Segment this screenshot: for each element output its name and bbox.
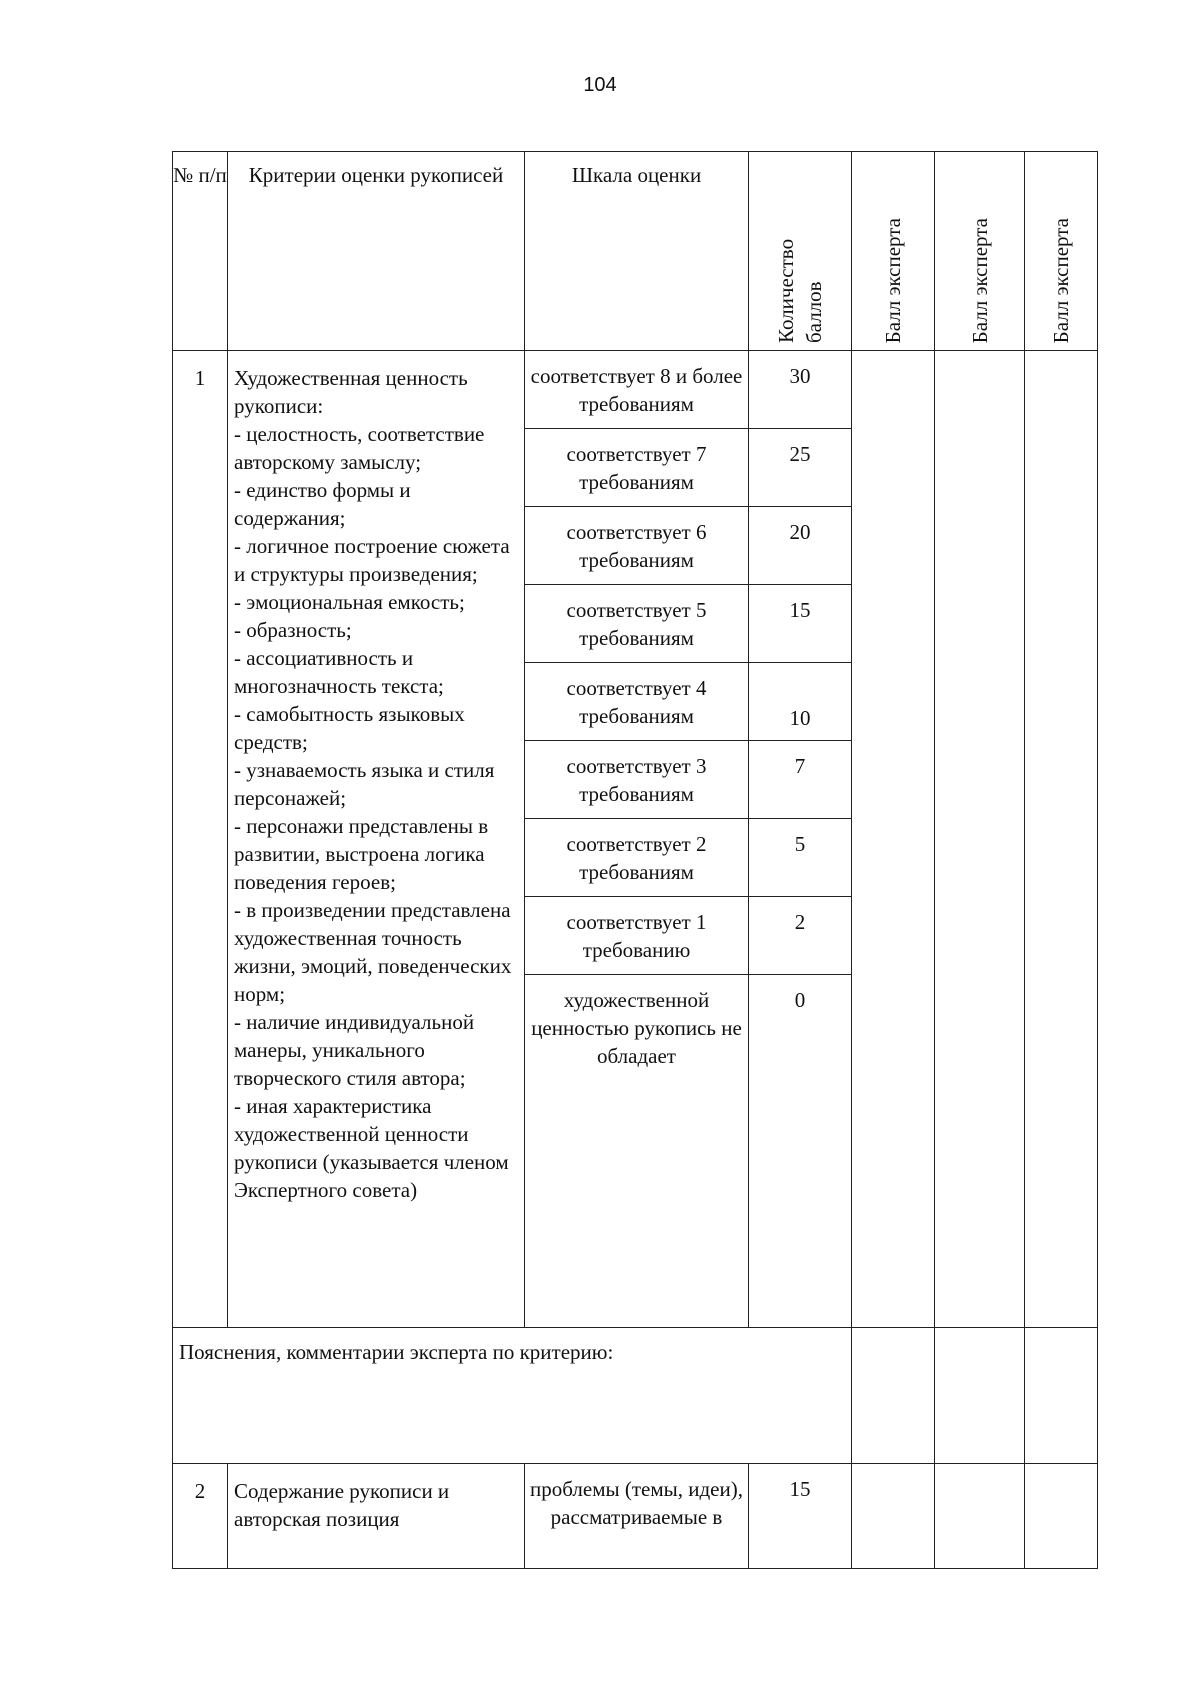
criterion-1-item: - ассоциативность и многозначность текста; [234, 646, 444, 698]
scale-points: 25 [749, 429, 852, 507]
comment-row [173, 1328, 1098, 1464]
expert-1-score-cell[interactable] [852, 351, 935, 1328]
criterion-1-description [228, 351, 525, 1328]
criterion-2-title: Содержание рукописи и авторская позиция [228, 1464, 525, 1569]
header-row [173, 152, 1098, 351]
page-number: 104 [583, 74, 617, 96]
criterion-1-item: - целостность, соответствие авторскому замыслу; [234, 422, 485, 474]
header-expert-3-label: Балл эксперта [1049, 217, 1073, 343]
criterion-1-item: - логичное построение сюжета и структуры произведения; [234, 534, 510, 586]
criterion-1-title: Художественная ценность рукописи: [234, 366, 468, 418]
comment-expert-3-cell[interactable] [1025, 1328, 1098, 1464]
expert-2-score-cell[interactable] [935, 351, 1025, 1328]
header-criteria: Критерии оценки рукописей [228, 152, 525, 351]
criterion-1-item: - наличие индивидуальной манеры, уникального творческого стиля автора; [234, 1010, 475, 1090]
scale-level: соответствует 4 требованиям [525, 663, 749, 741]
expert-comment-label[interactable]: Пояснения, комментарии эксперта по критерию: [173, 1328, 852, 1464]
scale-points: 2 [749, 897, 852, 975]
header-expert-3 [1025, 152, 1098, 351]
scale-points: 10 [749, 663, 852, 741]
scale-level: соответствует 8 и более требованиям [525, 351, 749, 429]
scale-points: 5 [749, 819, 852, 897]
criterion-1-item: - эмоциональная емкость; [234, 590, 465, 614]
scale-level: соответствует 6 требованиям [525, 507, 749, 585]
criterion-1-row-1 [173, 351, 1098, 429]
evaluation-table [172, 151, 1098, 1569]
comment-expert-1-cell[interactable] [852, 1328, 935, 1464]
scale-level: соответствует 2 требованиям [525, 819, 749, 897]
criterion-1-item: - единство формы и содержания; [234, 478, 411, 530]
criterion-2-row [173, 1464, 1098, 1569]
scale-points: 15 [749, 585, 852, 663]
scale-level: соответствует 5 требованиям [525, 585, 749, 663]
scale-level: соответствует 3 требованиям [525, 741, 749, 819]
header-expert-1-label: Балл эксперта [881, 217, 905, 343]
comment-expert-2-cell[interactable] [935, 1328, 1025, 1464]
header-points-label: Количество баллов [774, 238, 826, 343]
expert-3-score-cell[interactable] [1025, 351, 1098, 1328]
scale-points: 20 [749, 507, 852, 585]
criterion-1-item: - персонажи представлены в развитии, выстроена логика поведения героев; [234, 814, 489, 894]
header-expert-1 [852, 152, 935, 351]
scale-points: 0 [749, 975, 852, 1328]
criterion-2-expert-1-cell[interactable] [852, 1464, 935, 1569]
criterion-1-item: - узнаваемость языка и стиля персонажей; [234, 758, 495, 810]
criterion-1-item: - иная характеристика художественной ценности рукописи (указывается членом Экспертного совета) [234, 1094, 509, 1202]
criterion-2-scale-level: проблемы (темы, идеи), рассматриваемые в [525, 1464, 749, 1569]
criterion-1-number: 1 [173, 351, 228, 1328]
criterion-1-item: - в произведении представлена художественная точность жизни, эмоций, поведенческих норм; [234, 898, 512, 1006]
header-num: № п/п [173, 152, 228, 351]
scale-level: соответствует 1 требованию [525, 897, 749, 975]
criterion-2-number: 2 [173, 1464, 228, 1569]
header-expert-2-label: Балл эксперта [967, 217, 992, 343]
criterion-2-expert-3-cell[interactable] [1025, 1464, 1098, 1569]
header-expert-2 [935, 152, 1025, 351]
header-points [749, 152, 852, 351]
header-scale: Шкала оценки [525, 152, 749, 351]
criterion-1-item: - образность; [234, 618, 352, 642]
scale-points: 30 [749, 351, 852, 429]
scale-points: 7 [749, 741, 852, 819]
criterion-1-item: - самобытность языковых средств; [234, 702, 465, 754]
criterion-2-points: 15 [749, 1464, 852, 1569]
scale-level: художественной ценностью рукопись не обладает [525, 975, 749, 1328]
criterion-2-expert-2-cell[interactable] [935, 1464, 1025, 1569]
scale-level: соответствует 7 требованиям [525, 429, 749, 507]
criterion-1-list [234, 420, 518, 1204]
